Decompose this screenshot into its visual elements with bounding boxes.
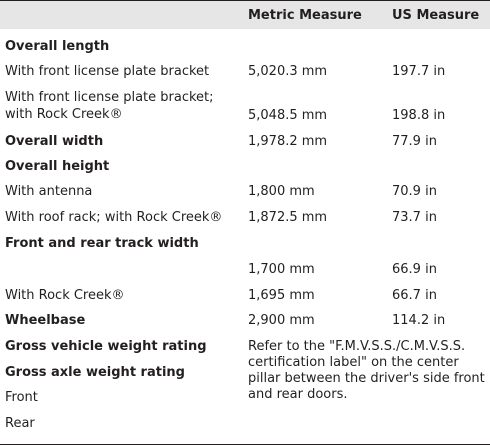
us-value: 70.9 in bbox=[392, 184, 437, 199]
row-label-overall-height: Overall height bbox=[5, 159, 110, 174]
row-label-rear: Rear bbox=[5, 416, 35, 431]
row-label-gawr: Gross axle weight rating bbox=[5, 365, 185, 380]
us-measure-header: US Measure bbox=[392, 8, 480, 23]
metric-value: 2,900 mm bbox=[248, 313, 315, 328]
row-label-overall-length: Overall length bbox=[5, 39, 110, 54]
metric-value: 1,800 mm bbox=[248, 184, 315, 199]
row-label-continued: with Rock Creek® bbox=[5, 107, 123, 122]
us-value: 73.7 in bbox=[392, 210, 437, 225]
row-label-gvwr: Gross vehicle weight rating bbox=[5, 339, 207, 354]
row-label: With Rock Creek® bbox=[5, 288, 125, 303]
metric-value: 1,872.5 mm bbox=[248, 210, 328, 225]
row-label-wheelbase: Wheelbase bbox=[5, 313, 86, 328]
us-value: 114.2 in bbox=[392, 313, 446, 328]
row-label: With front license plate bracket; bbox=[5, 90, 214, 105]
row-label-overall-width: Overall width bbox=[5, 134, 104, 149]
metric-value: 1,695 mm bbox=[248, 288, 315, 303]
table-header-row bbox=[0, 1, 490, 29]
metric-measure-header: Metric Measure bbox=[248, 8, 362, 23]
us-value: 77.9 in bbox=[392, 134, 437, 149]
row-label-front: Front bbox=[5, 390, 38, 405]
us-value: 66.9 in bbox=[392, 262, 437, 277]
weight-rating-note: Refer to the "F.M.V.S.S./C.M.V.S.S. certification label" on the center pillar between the driver's side front and rear doors. bbox=[248, 339, 485, 402]
row-label: With front license plate bracket bbox=[5, 64, 210, 79]
row-label: With antenna bbox=[5, 184, 93, 199]
us-value: 66.7 in bbox=[392, 288, 437, 303]
us-value: 198.8 in bbox=[392, 108, 446, 123]
metric-value: 1,978.2 mm bbox=[248, 134, 328, 149]
metric-value: 1,700 mm bbox=[248, 262, 315, 277]
metric-value: 5,020.3 mm bbox=[248, 64, 328, 79]
us-value: 197.7 in bbox=[392, 64, 446, 79]
row-label-track-width: Front and rear track width bbox=[5, 236, 199, 251]
metric-value: 5,048.5 mm bbox=[248, 108, 328, 123]
row-label: With roof rack; with Rock Creek® bbox=[5, 210, 223, 225]
